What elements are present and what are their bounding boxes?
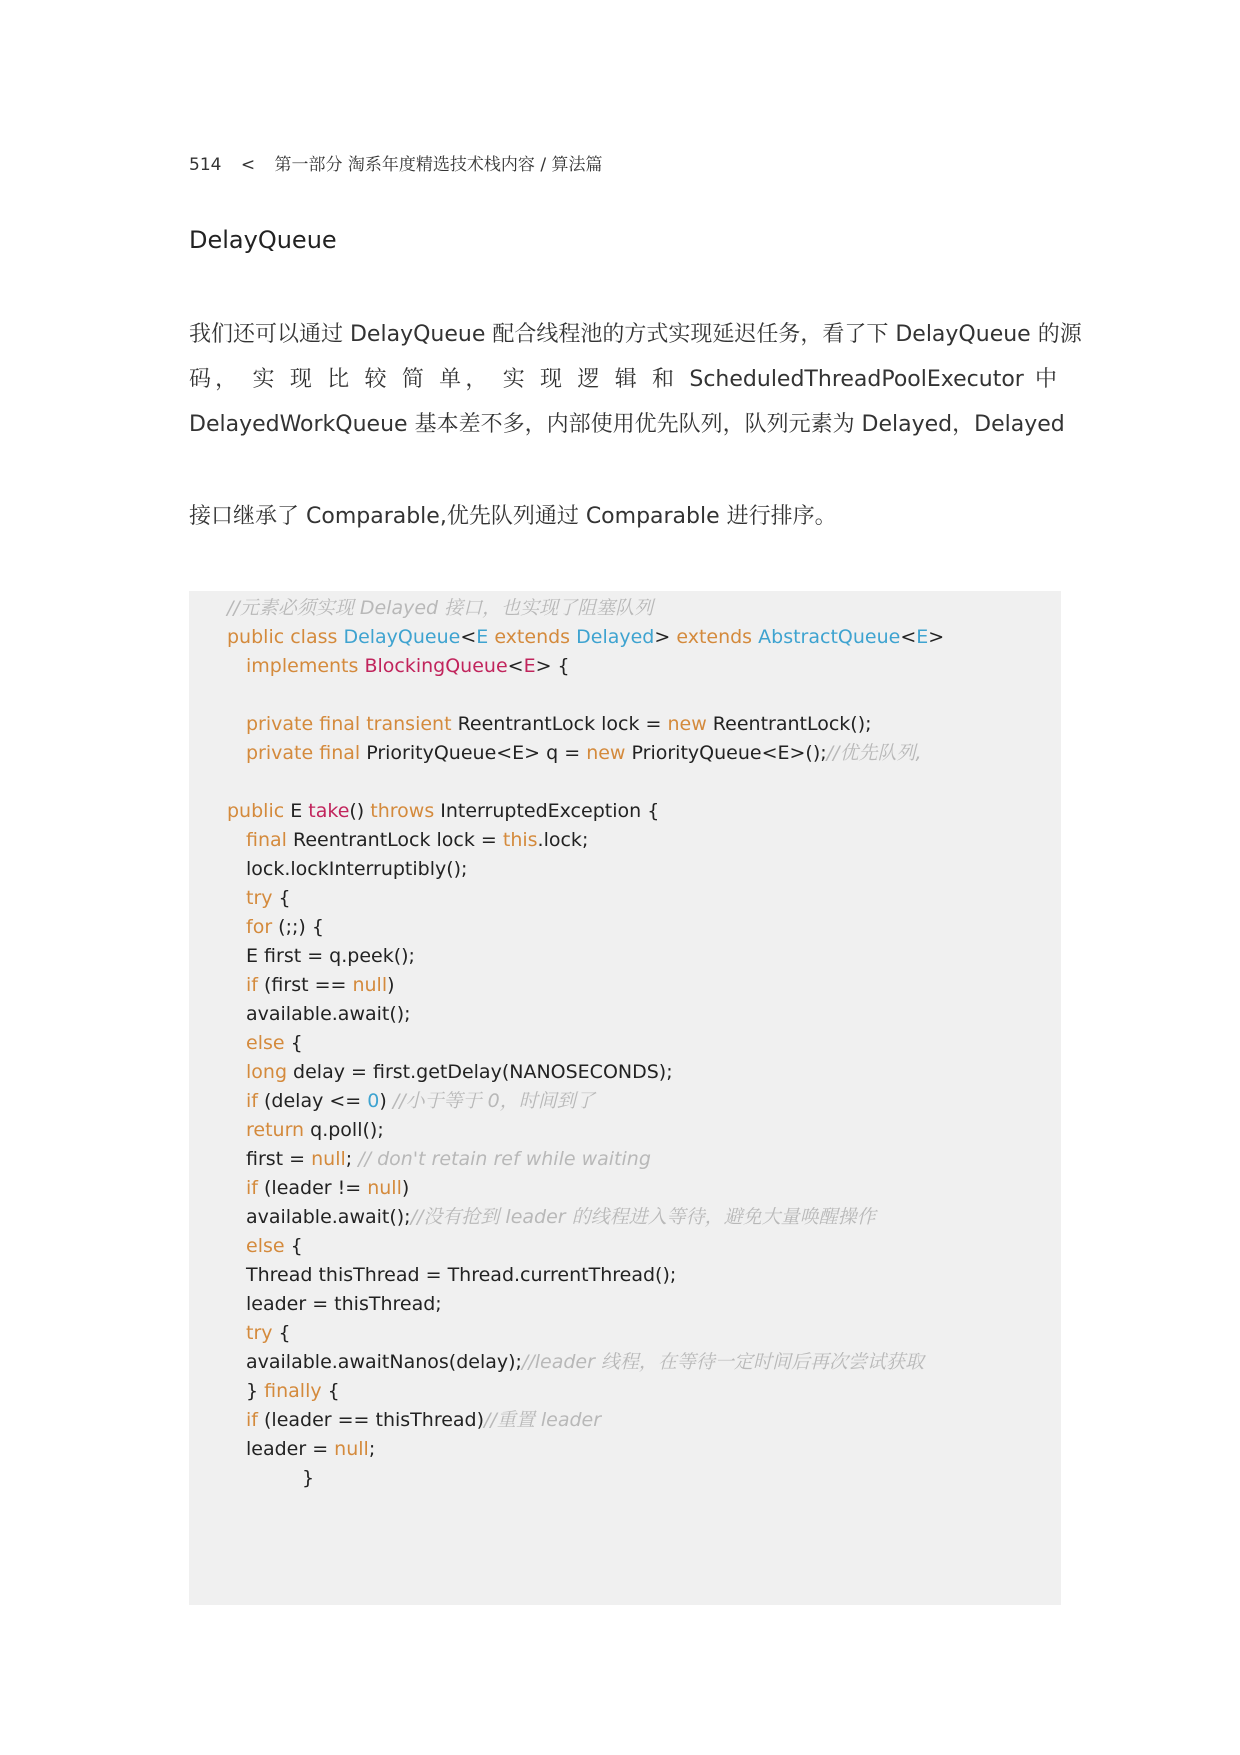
code-line-16: else { [246,1032,303,1054]
intro-line-2: 码， 实 现 比 较 简 单， 实 现 逻 辑 和 ScheduledThreadPoolExecutor 中 [189,367,1057,392]
intro-line-1: 我们还可以通过 DelayQueue 配合线程池的方式实现延迟任务，看了下 DelayQueue 的源 [189,322,1082,347]
running-header [189,150,616,175]
code-line-15: available.await(); [246,1003,411,1025]
chevron-left-icon: < [240,155,256,175]
code-line-30: leader = null; [246,1438,376,1460]
code-line-29: if (leader == thisThread)//重置 leader [246,1409,602,1431]
code-line-2: public class DelayQueue<E extends Delayed> extends AbstractQueue<E> [227,626,945,648]
code-line-26: try { [246,1322,291,1344]
code-line-9: final ReentrantLock lock = this.lock; [246,829,589,851]
code-line-18: if (delay <= 0) //小于等于 0，时间到了 [246,1090,595,1112]
code-line-3: implements BlockingQueue<E> { [246,655,570,677]
code-line-19: return q.poll(); [246,1119,384,1141]
intro-line-3: DelayedWorkQueue 基本差不多，内部使用优先队列，队列元素为 Delayed，Delayed [189,412,1065,437]
code-block [189,591,1061,1605]
code-line-23: else { [246,1235,303,1257]
code-line-28: } finally { [246,1380,340,1402]
code-line-6: private final PriorityQueue<E> q = new PriorityQueue<E>();//优先队列, [246,742,922,764]
code-line-21: if (leader != null) [246,1177,410,1199]
code-line-25: leader = thisThread; [246,1293,442,1315]
code-line-14: if (first == null) [246,974,395,996]
code-line-11: try { [246,887,291,909]
code-line-22: available.await();//没有抢到 leader 的线程进入等待，避免大量唤醒操作 [246,1206,876,1228]
comparable-paragraph: 接口继承了 Comparable,优先队列通过 Comparable 进行排序。 [189,504,837,529]
code-line-12: for (;;) { [246,916,324,938]
section-title: 第一部分 淘系年度精选技术栈内容 / 算法篇 [274,155,603,175]
code-line-24: Thread thisThread = Thread.currentThread(); [246,1264,677,1286]
code-line-17: long delay = first.getDelay(NANOSECONDS); [246,1061,673,1083]
code-line-1: //元素必须实现 Delayed 接口，也实现了阻塞队列 [227,597,654,619]
code-line-27: available.awaitNanos(delay);//leader 线程，在等待一定时间后再次尝试获取 [246,1351,924,1373]
code-line-31: } [302,1467,315,1489]
code-line-5: private final transient ReentrantLock lock = new ReentrantLock(); [246,713,872,735]
section-heading: DelayQueue [189,226,337,254]
code-line-8: public E take() throws InterruptedException { [227,800,660,822]
code-line-10: lock.lockInterruptibly(); [246,858,468,880]
page-number: 514 [189,155,222,175]
code-line-20: first = null; // don't retain ref while waiting [246,1148,651,1170]
intro-paragraph [189,312,1082,447]
code-line-13: E first = q.peek(); [246,945,415,967]
